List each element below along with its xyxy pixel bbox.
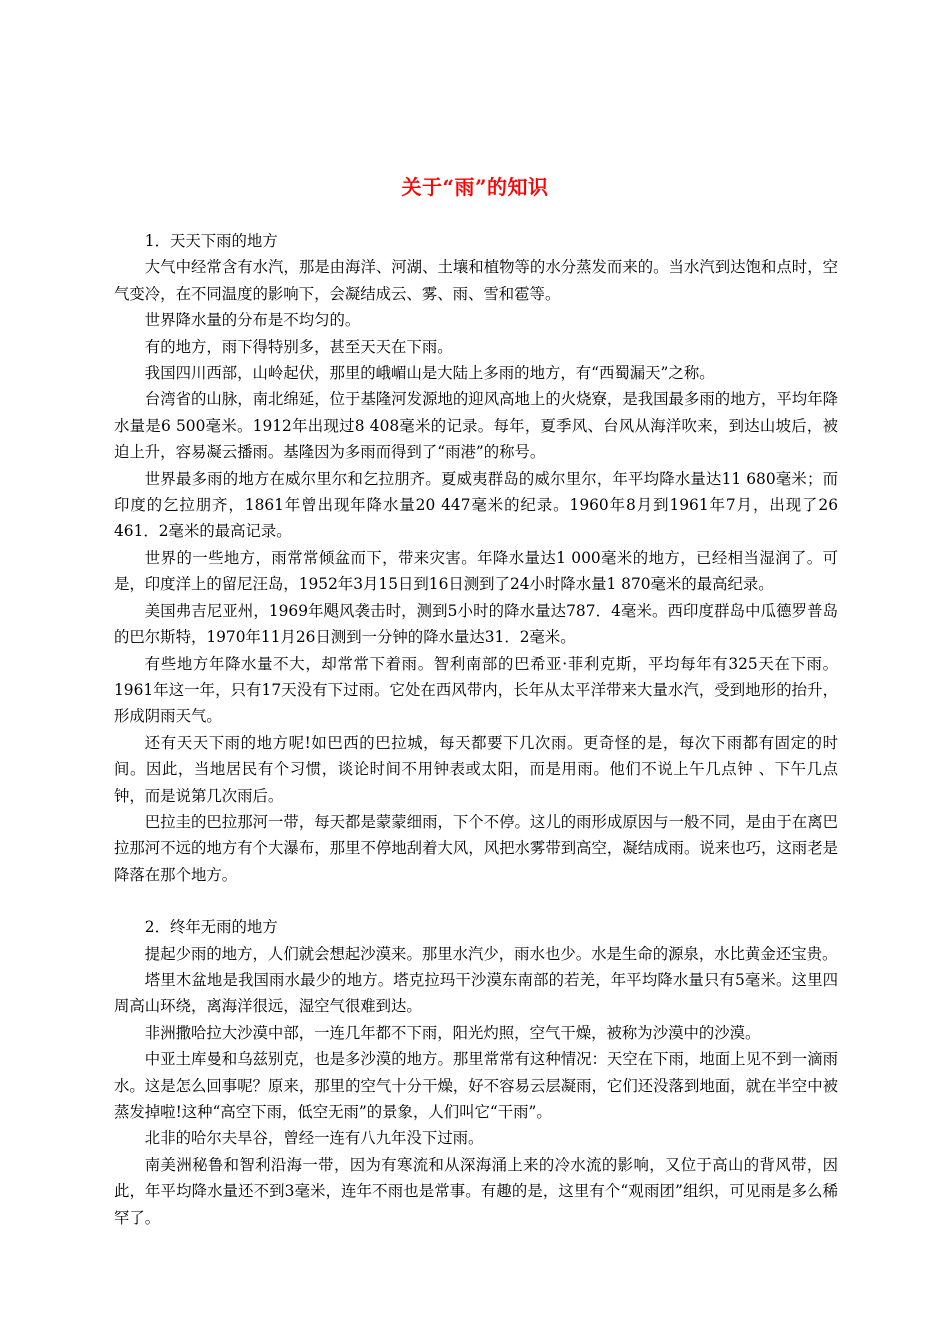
- section-1-paragraph: 还有天天下雨的地方呢!如巴西的巴拉城，每天都要下几次雨。更奇怪的是，每次下雨都有固定的时间。因此，当地居民有个习惯，谈论时间不用钟表或太阳，而是用雨。他们不说上午几点钟 、下午几点钟，而是说第几次雨后。: [114, 733, 838, 805]
- section-2-paragraph: 中亚土库曼和乌兹别克，也是多沙漠的地方。那里常常有这种情况：天空在下雨，地面上见不到一滴雨水。这是怎么回事呢？原来，那里的空气十分干燥，好不容易云层凝雨，它们还没落到地面，就在半空中被蒸发掉啦!这种“高空下雨，低空无雨”的景象，人们叫它“干雨”。: [114, 1050, 838, 1121]
- section-1-heading: 1．天天下雨的地方: [144, 232, 278, 250]
- section-2-paragraph: 南美洲秘鲁和智利沿海一带，因为有寒流和从深海涌上来的冷水流的影响，又位于高山的背风带，因此，年平均降水量还不到3毫米，连年不雨也是常事。有趣的是，这里有个“观雨团”组织，可见雨是多么稀罕了。: [114, 1155, 838, 1227]
- document-title: 关于“雨”的知识: [401, 175, 549, 199]
- section-1-paragraph: 世界的一些地方，雨常常倾盆而下，带来灾害。年降水量达1 000毫米的地方，已经相当湿润了。可是，印度洋上的留尼汪岛，1952年3月15日到16日测到了24小时降水量1 870毫米的最高纪录。: [114, 548, 838, 594]
- section-1-paragraph: 大气中经常含有水汽，那是由海洋、河湖、土壤和植物等的水分蒸发而来的。当水汽到达饱和点时，空气变冷，在不同温度的影响下，会凝结成云、雾、雨、雪和雹等。: [114, 258, 838, 303]
- section-1-paragraph: 我国四川西部，山岭起伏，那里的峨嵋山是大陆上多雨的地方，有“西蜀漏天”之称。: [144, 364, 715, 383]
- section-2-paragraph: 提起少雨的地方，人们就会想起沙漠来。那里水汽少，雨水也少。水是生命的源泉，水比黄金还宝贵。: [144, 944, 838, 963]
- section-1-paragraph: 有些地方年降水量不大，却常常下着雨。智利南部的巴希亚·菲利克斯，平均每年有325天在下雨。1961年这一年，只有17天没有下过雨。它处在西风带内，长年从太平洋带来大量水汽，受到地形的抬升，形成阴雨天气。: [114, 654, 838, 726]
- section-1-paragraph: 有的地方，雨下得特别多，甚至天天在下雨。: [144, 337, 453, 356]
- document-body: [114, 228, 838, 1231]
- section-1-paragraph: 世界降水量的分布是不均匀的。: [144, 311, 361, 330]
- section-1-paragraph: 台湾省的山脉，南北绵延，位于基隆河发源地的迎风高地上的火烧寮，是我国最多雨的地方，平均年降水量是6 500毫米。1912年出现过8 408毫米的记录。每年，夏季风、台风从海洋吹来，到达山坡后，被迫上升，容易凝云播雨。基隆因为多雨而得到了“雨港”的称号。: [114, 390, 838, 462]
- section-2-heading: 2．终年无雨的地方: [144, 918, 278, 937]
- section-2-paragraph: 塔里木盆地是我国雨水最少的地方。塔克拉玛干沙漠东南部的若羌，年平均降水量只有5毫米。这里四周高山环绕，离海洋很远，湿空气很难到达。: [114, 970, 838, 1016]
- section-1-paragraph: 美国弗吉尼亚州，1969年飓风袭击时，测到5小时的降水量达787．4毫米。西印度群岛中瓜德罗普岛的巴尔斯特，1970年11月26日测到一分钟的降水量达31．2毫米。: [114, 601, 838, 647]
- section-2-paragraph: 非洲撒哈拉大沙漠中部，一连几年都不下雨，阳光灼照，空气干燥，被称为沙漠中的沙漠。: [144, 1023, 761, 1042]
- section-1-paragraph: 巴拉圭的巴拉那河一带，每天都是蒙蒙细雨，下个不停。这儿的雨形成原因与一般不同，是由于在离巴拉那河不远的地方有个大瀑布，那里不停地刮着大风，风把水雾带到高空，凝结成雨。说来也巧，这雨老是降落在那个地方。: [114, 812, 838, 884]
- section-1-paragraph: 世界最多雨的地方在威尔里尔和乞拉朋齐。夏威夷群岛的威尔里尔，年平均降水量达11 680毫米；而印度的乞拉朋齐，1861年曾出现年降水量20 447毫米的纪录。1960年8月到1961年7月，出现了26 461．2毫米的最高记录。: [114, 469, 838, 541]
- section-2-paragraph: 北非的哈尔夫旱谷，曾经一连有八九年没下过雨。: [144, 1129, 484, 1148]
